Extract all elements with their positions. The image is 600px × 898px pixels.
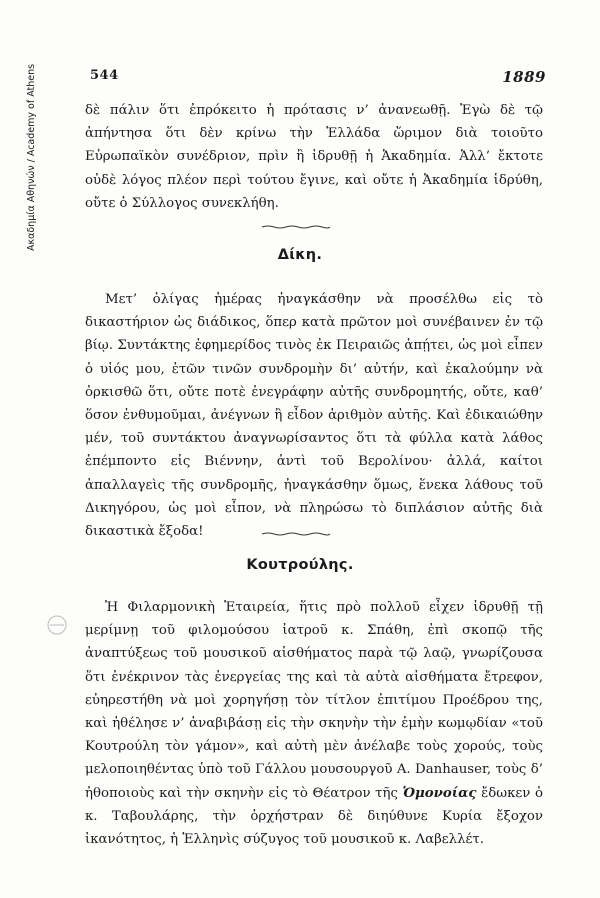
section-koutroulis-text [85, 596, 543, 851]
section-title-koutroulis: Κουτρούλης. [246, 557, 354, 573]
section-dike-body [85, 288, 543, 543]
paragraph-continuation [85, 99, 543, 215]
side-watermark [26, 46, 42, 256]
ornamental-rule [260, 532, 332, 536]
koutroulis-text-end: ἔδωκεν ὁ κ. Ταβουλάρης, τὴν ὀρχήστραν δὲ διηύθυνε Κυρία ἔξοχον ἱκανότητος, ἡ Ἑλληνὶς σύζυγος τοῦ μουσικοῦ κ. Λαβελλέτ. [85, 785, 543, 848]
side-watermark-text: Ακαδημία Αθηνών / Academy of Athens [26, 63, 37, 251]
koutroulis-text-start: Ἡ Φιλαρμονικὴ Ἑταιρεία, ἥτις πρὸ πολλοῦ εἶχεν ἱδρυθῇ τῇ μερίμνῃ τοῦ φιλομούσου ἰατροῦ κ. Σπάθη, ἐπὶ σκοπῷ τῆς ἀναπτύξεως τοῦ μουσικοῦ αἰσθήματος παρὰ τῷ λαῷ, γνωρίζουσα ὅτι ἐνέκρινον τὰς ἐνεργείας της καὶ τὰ αὐτὰ αἰσθήματα ἔτρεφον, εὐηρεστήθη νὰ μοὶ χορηγήσῃ τὸν τίτλον ἐπιτίμου Προέδρου της, καὶ ἠθέλησε ν’ ἀναβιβάσῃ εἰς τὴν σκηνὴν τὴν ἐμὴν κωμῳδίαν «τοῦ Κουτρούλη τὸν γάμον», καὶ αὐτὴ μὲν ἀνέλαβε τοὺς χορούς, τοὺς μελοποιηθέντας ὑπὸ τοῦ Γάλλου μουσουργοῦ Α. Danhauser, τοὺς δ’ ἠθοποιοὺς καὶ τὴν σκηνὴν εἰς τὸ Θέατρον τῆς [85, 600, 543, 801]
page-number: 544 [90, 68, 119, 83]
header-year: 1889 [502, 68, 546, 86]
section-title-dike: Δίκη. [277, 247, 323, 263]
ornamental-rule [260, 225, 332, 229]
section-dike-text: Μετ’ ὀλίγας ἡμέρας ἠναγκάσθην νὰ προσέλθω εἰς τὸ δικαστήριον ὡς διάδικος, ὅπερ κατὰ πρῶτον μοὶ συνέβαινεν ἐν τῷ βίῳ. Συντάκτης ἐφημερίδος τινὸς ἐκ Πειραιῶς ἀπῄτει, ὡς μοὶ εἶπεν ὁ υἱός μου, ἐτῶν τινῶν συνδρομὴν δι’ αὐτήν, καὶ ἐκαλούμην νὰ ὁρκισθῶ ὅτι, οὔτε ποτὲ ἐνεγράφην αὐτῆς συνδρομητής, οὔτε, καθ’ ὅσον ἐνθυμοῦμαι, ἀνέγνων ἢ εἶδον ἀριθμὸν αὐτῆς. Καὶ ἐδικαιώθην μέν, τοῦ συντάκτου ἀναγνωρίσαντος ὅτι τὰ φύλλα κατὰ λάθος ἐπέμποντο εἰς Βιέννην, ἀντὶ τοῦ Βερολίνου· ἀλλά, καίτοι ἀπαλλαγεὶς τῆς συνδρομῆς, ἠναγκάσθην ὅμως, ἕνεκα λάθους τοῦ Δικηγόρου, ὡς μοὶ εἶπον, νὰ πληρώσω τὸ διπλάσιον αὐτῆς διὰ δικαστικὰ ἔξοδα! [85, 292, 543, 540]
paragraph-text: δὲ πάλιν ὅτι ἐπρόκειτο ἡ πρότασις ν’ ἀνανεωθῇ. Ἐγὼ δὲ τῷ ἀπήντησα ὅτι δὲν κρίνω τὴν Ἑλλάδα ὥριμον διὰ τοιοῦτο Εὐρωπαϊκὸν συνέδριον, πρὶν ἢ ἱδρυθῇ ἡ Ἀκαδημία. Ἀλλ’ ἔκτοτε οὐδὲ λόγος πλέον περὶ τούτου ἔγινε, καὶ οὔτε ἡ Ἀκαδημία ἱδρύθη, οὔτε ὁ Σύλλογος συνεκλήθη. [85, 103, 543, 211]
binding-hole-mark [46, 614, 68, 636]
running-header [85, 68, 546, 88]
theatre-name: Ὁμονοίας [402, 785, 477, 801]
section-koutroulis-body [85, 596, 543, 851]
